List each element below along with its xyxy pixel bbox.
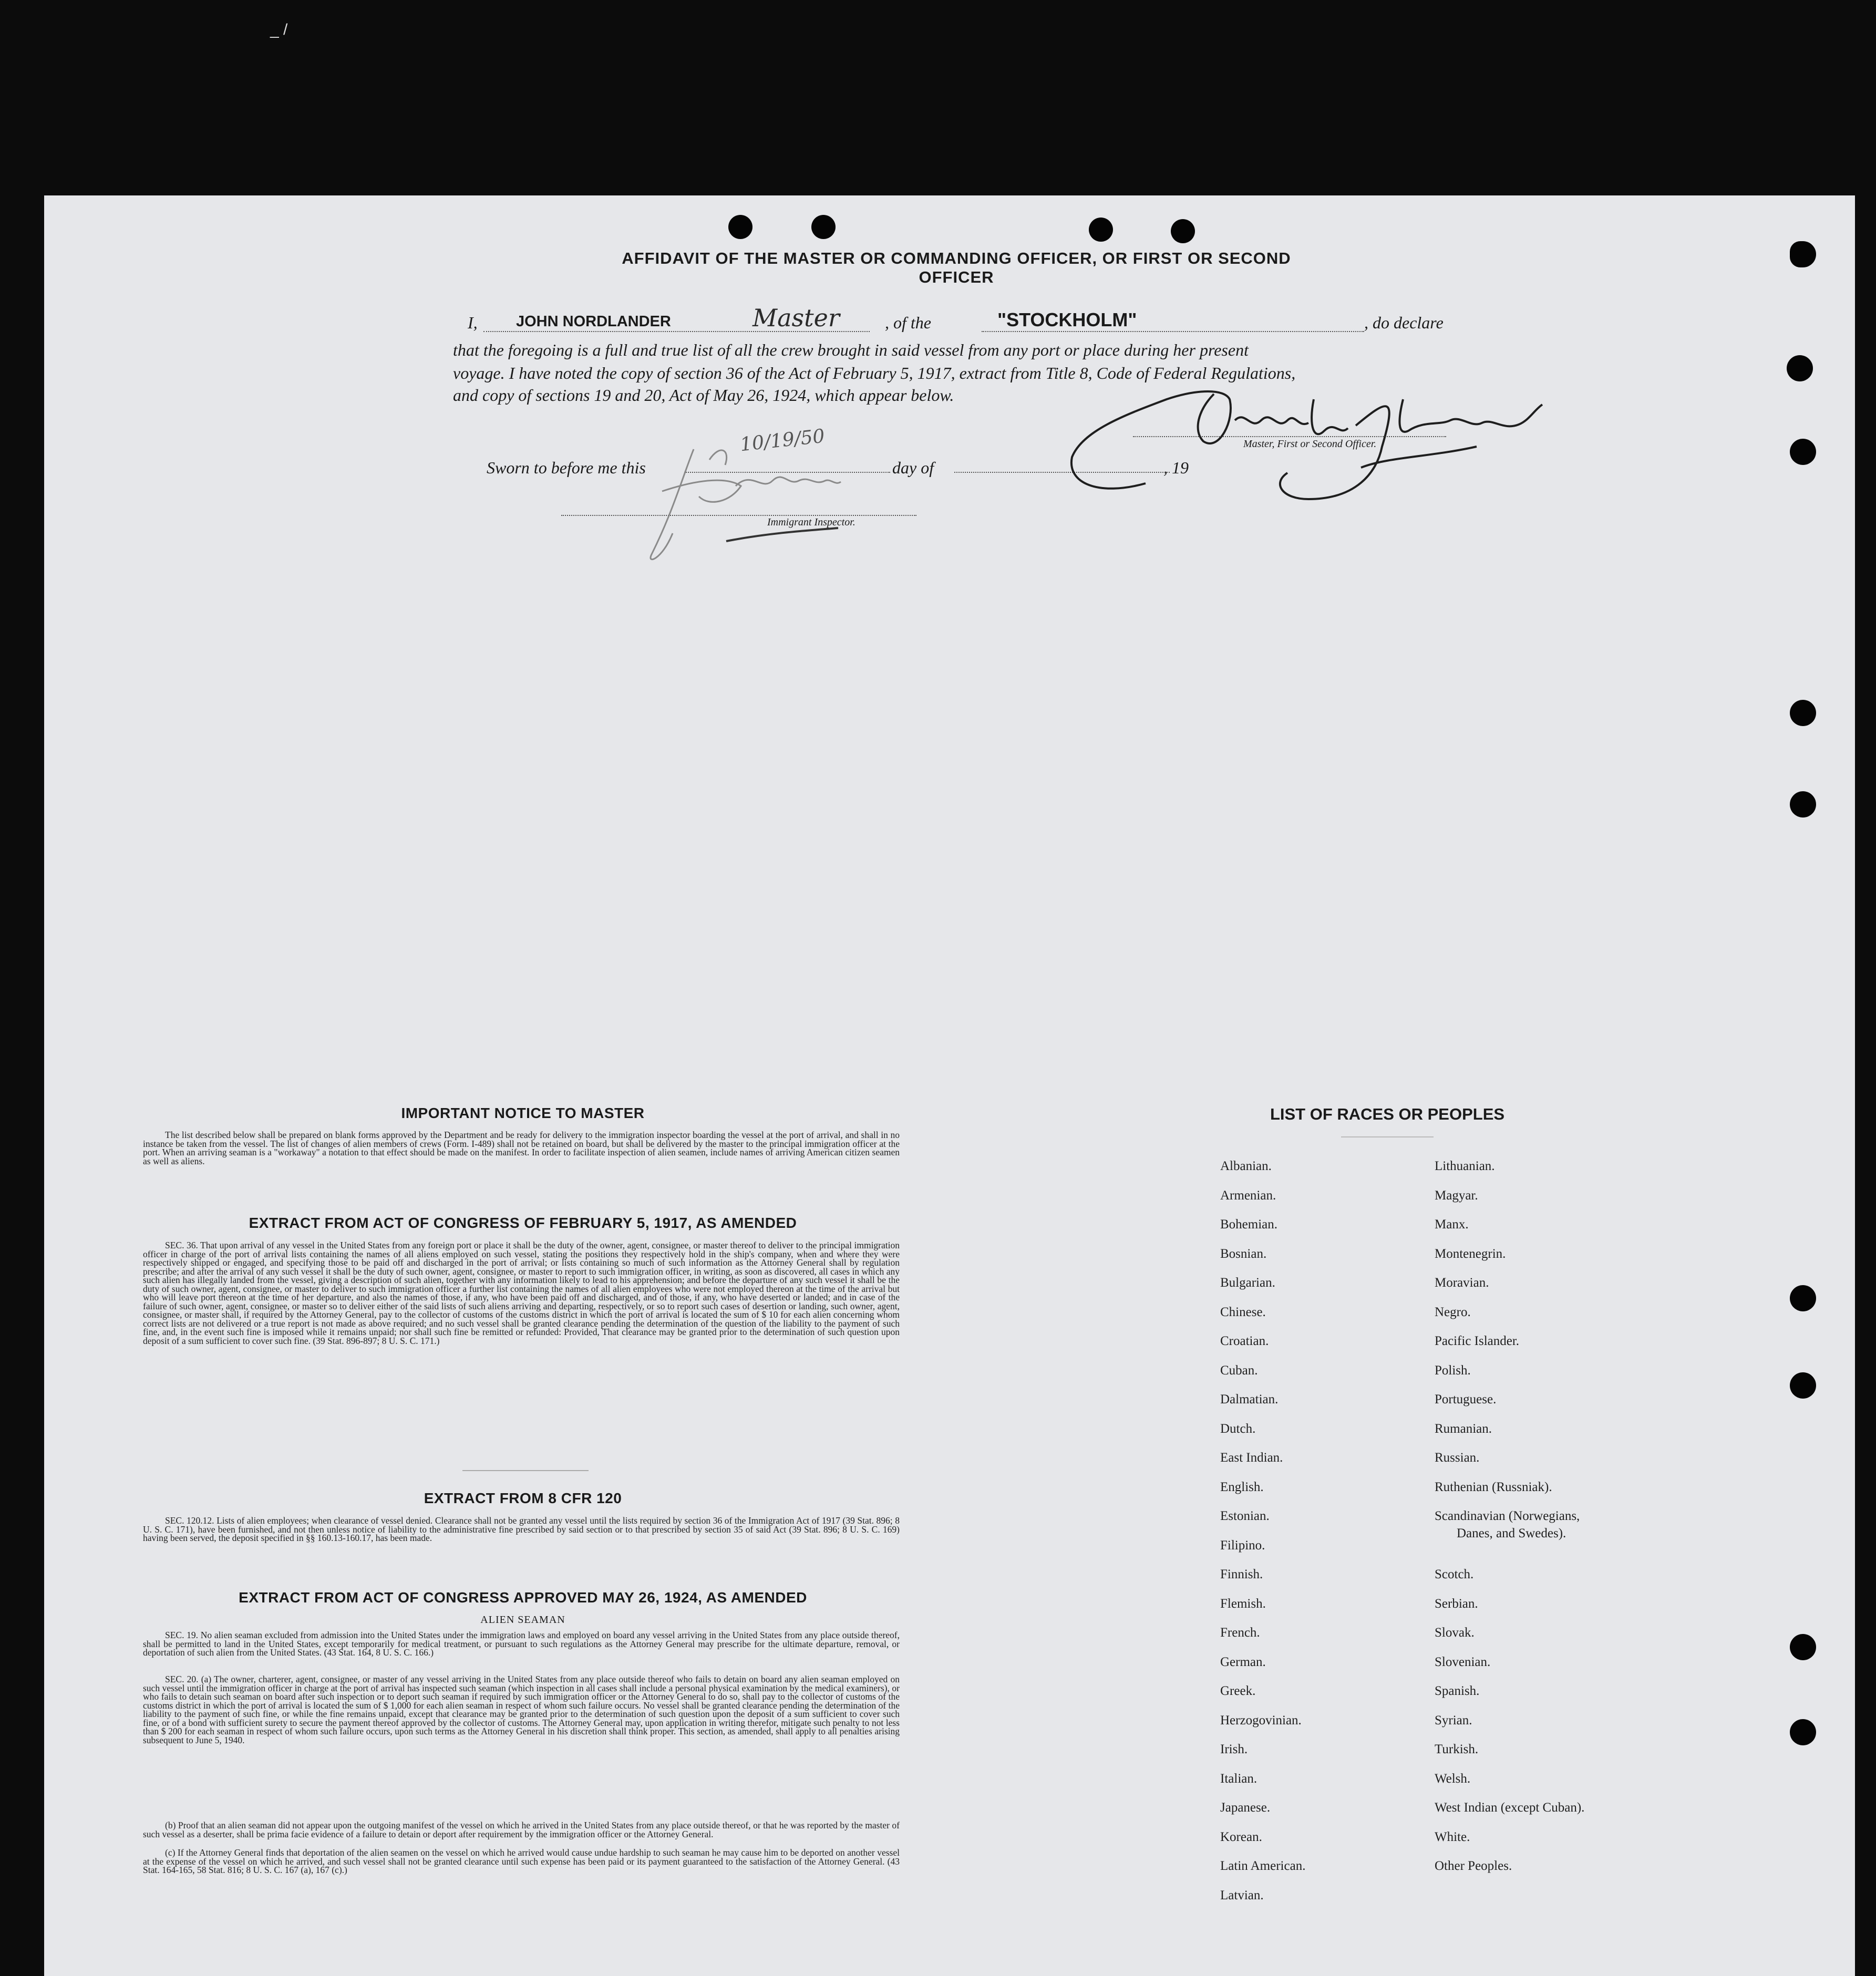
section-divider [462, 1470, 589, 1471]
punch-hole [728, 215, 753, 239]
sworn-label: Sworn to before me this [487, 458, 646, 477]
race-item: Portuguese. [1435, 1392, 1497, 1406]
race-item: Pacific Islander. [1435, 1334, 1520, 1348]
races-right-column [1435, 1158, 1676, 1894]
race-item: Serbian. [1435, 1596, 1478, 1611]
race-item: French. [1220, 1626, 1260, 1640]
race-item: East Indian. [1220, 1451, 1283, 1465]
race-item: Bosnian. [1220, 1246, 1267, 1261]
race-item: Syrian. [1435, 1713, 1472, 1727]
race-item: Slovak. [1435, 1626, 1475, 1640]
race-item: Turkish. [1435, 1742, 1479, 1756]
punch-hole [1790, 791, 1816, 818]
races-left-column [1220, 1158, 1420, 1902]
master-name: JOHN NORDLANDER [516, 313, 671, 330]
race-item: Albanian. [1220, 1159, 1272, 1173]
races-divider [1341, 1136, 1434, 1137]
punch-hole [1089, 218, 1113, 242]
race-item: Dutch. [1220, 1421, 1256, 1436]
extract-1917-text: SEC. 36. That upon arrival of any vessel in the United States from any foreign port or place it shall be the duty of the owner, agent, consignee, or master thereof to deliver to the principal immigration officer in charge of the port of arrival lists containing the names of all aliens employed on such vessel, stating the positions they respectively hold in the ship's company, when and where they were respectively shipped or engaged, and specifying those to be paid off and discharged in the port of arrival; or lists containing so much of such information as the Attorney General shall by regulation prescribe; and after the arrival of any such vessel it shall be the duty of such owner, agent, consignee, or master to report to such immigration officer, in writing, as soon as discovered, all cases in which any such alien has illegally landed from the vessel, giving a description of such alien, together with any information likely to lead to his apprehension; and before the departure of any such vessel it shall be the duty of such owner, agent, consignee, or master to deliver to such immigration officer a further list containing the names of all alien employees who were not employed thereon at the time of the arrival but who will leave port thereon at the time of her departure, and also the names of those, if any, who have been paid off and discharged, and of those, if any, who have deserted or landed; and in case of the failure of such owner, agent, consignee, or master so to deliver either of the said lists of such aliens arriving and departing, respectively, or so to report such cases of desertion or landing, such owner, agent, consignee, or master shall, if required by the Attorney General, pay to the collector of customs of the customs district in which the port of arrival is located the sum of $ 10 for each alien concerning whom correct lists are not delivered or a true report is not made as above required; and no such vessel shall be granted clearance pending the determination of the question of the liability to the payment of such fine, and, in the event such fine is imposed while it remains unpaid; nor shall such fine be remitted or refunded: Provided, That clearance may be granted prior to the determination of such question upon deposit of a sum sufficient to cover such fine. (39 Stat. 896-897; 8 U. S. C. 171.) [143, 1241, 900, 1346]
inspector-caption: Immigrant Inspector. [767, 516, 855, 528]
race-item: Ruthenian (Russniak). [1435, 1480, 1552, 1494]
punch-hole [1790, 1285, 1816, 1311]
sec19-text: SEC. 19. No alien seaman excluded from admission into the United States under the immigration laws and employed on board any vessel arriving in the United States from any place outside thereof, shall be permitted to land in the United States, except temporarily for medical treatment, or pursuant to such regulations as the Attorney General may prescribe for the ultimate departure, removal, or deportation of such alien from the United States. (43 Stat. 164, 8 U. S. C. 166.) [143, 1631, 900, 1658]
race-item: Bohemian. [1220, 1217, 1278, 1232]
race-item: Irish. [1220, 1742, 1248, 1756]
race-item: Manx. [1435, 1217, 1469, 1232]
race-item: Korean. [1220, 1829, 1262, 1844]
punch-hole [1790, 1719, 1816, 1745]
notice-title: IMPORTANT NOTICE TO MASTER [401, 1105, 645, 1121]
sec20b-text: (b) Proof that an alien seaman did not appear upon the outgoing manifest of the vessel on which he arrived in the United States from any place outside thereof, or that he was reported by the master of such vessel as a deserter, shall be prima facie evidence of a failure to detain or deport after requirement by the immigration officer or the Attorney General. [143, 1821, 900, 1839]
race-item: White. [1435, 1829, 1470, 1844]
vessel-name: "STOCKHOLM" [997, 309, 1137, 330]
extract-cfr-text: SEC. 120.12. Lists of alien employees; when clearance of vessel denied. Clearance shall not be granted any vessel until the lists required by section 36 of the Immigration Act of 1917 (39 Stat. 896; 8 U. S. C. 171), have been furnished, and not then unless notice of liability to the administrative fine prescribed by said section or to that prescribed by section 35 of said Act (39 Stat. 896; 8 U. S. C. 169) having been served, the deposit specified in §§ 160.13-160.17, has been made. [143, 1516, 900, 1543]
extract-cfr-title: EXTRACT FROM 8 CFR 120 [424, 1490, 622, 1506]
inspector-signature [631, 425, 872, 570]
declaration-line-4: and copy of sections 19 and 20, Act of May 26, 1924, which appear below. [453, 386, 954, 405]
punch-hole [1790, 1372, 1816, 1399]
race-item: Armenian. [1220, 1188, 1276, 1203]
race-item: Japanese. [1220, 1801, 1271, 1815]
race-item: Polish. [1435, 1363, 1471, 1378]
race-item: Filipino. [1220, 1538, 1265, 1553]
race-item: Scandinavian (Norwegians, [1435, 1509, 1580, 1523]
punch-hole [1790, 439, 1816, 465]
punch-hole [1790, 1634, 1816, 1660]
declaration-i-label: I, [468, 313, 478, 332]
declaration-line-3: voyage. I have noted the copy of section 36 of the Act of February 5, 1917, extract from Title 8, Code of Federal Regulations, [453, 364, 1296, 382]
race-item: Rumanian. [1435, 1421, 1492, 1436]
date-handwritten: 10/19/50 [739, 425, 826, 456]
extract-1924-title: EXTRACT FROM ACT OF CONGRESS APPROVED MAY 26, 1924, AS AMENDED [239, 1589, 807, 1606]
race-item: Magyar. [1435, 1188, 1478, 1203]
race-item: Latin American. [1220, 1859, 1306, 1873]
extract-1917-title: EXTRACT FROM ACT OF CONGRESS OF FEBRUARY 5, 1917, AS AMENDED [249, 1215, 797, 1231]
race-item: Moravian. [1435, 1276, 1489, 1290]
race-item: Flemish. [1220, 1596, 1266, 1611]
race-item: Italian. [1220, 1771, 1257, 1786]
alien-seaman-subtitle: ALIEN SEAMAN [480, 1614, 565, 1626]
race-item: Danes, and Swedes). [1457, 1526, 1566, 1540]
of-the-label: , of the [885, 313, 931, 332]
races-title: LIST OF RACES OR PEOPLES [1270, 1105, 1505, 1123]
corner-mark: _ / [270, 21, 288, 38]
race-item: Estonian. [1220, 1509, 1270, 1523]
rank-handwritten: Master [753, 304, 840, 332]
name-line [483, 331, 870, 332]
race-item: West Indian (except Cuban). [1435, 1801, 1585, 1815]
race-item: Herzogovinian. [1220, 1713, 1302, 1727]
sec20a-text: SEC. 20. (a) The owner, charterer, agent, consignee, or master of any vessel arriving in the United States from any place outside thereof who fails to detain on board any alien seaman employed on such vessel until the immigration officer in charge at the port of arrival has inspected such seaman (which inspection in all cases shall include a personal physical examination by the medical examiners), or who fails to detain such seaman on board after such inspection or to deport such seaman if required by such immigration officer or the Attorney General to do so, shall pay to the collector of customs of the customs district in which the port of arrival is located the sum of $ 1,000 for each alien seaman in respect of whom such failure occurs. No vessel shall be granted clearance pending the determination of the liability to the payment of such fine, or while the fine remains unpaid, except that clearance may be granted prior to the determination of such question upon the deposit of a sum sufficient to cover such fine, or of a bond with sufficient surety to secure the payment thereof approved by the collector of customs. The Attorney General may, upon application in writing therefor, mitigate such penalty to not less than $ 200 for each seaman in respect of whom such failure occurs, upon such terms as the Attorney General in his discretion shall think proper. This section, as amended, shall apply to all penalties arising subsequent to June 5, 1940. [143, 1675, 900, 1745]
do-declare-label: , do declare [1364, 313, 1444, 332]
race-item: Scotch. [1435, 1567, 1474, 1581]
race-item: Finnish. [1220, 1567, 1263, 1581]
race-item: Montenegrin. [1435, 1246, 1506, 1261]
race-item: Negro. [1435, 1305, 1471, 1319]
race-item: Other Peoples. [1435, 1859, 1512, 1873]
race-item: Croatian. [1220, 1334, 1269, 1348]
punch-hole [1171, 219, 1195, 243]
punch-hole [1787, 355, 1813, 381]
race-item: Spanish. [1435, 1684, 1480, 1698]
declaration-line-2: that the foregoing is a full and true list of all the crew brought in said vessel from any port or place during her present [453, 340, 1249, 359]
vessel-line [982, 331, 1364, 332]
race-item: Dalmatian. [1220, 1392, 1279, 1406]
affidavit-title: AFFIDAVIT OF THE MASTER OR COMMANDING OFFICER, OR FIRST OR SECOND OFFICER [622, 249, 1291, 286]
race-item: Bulgarian. [1220, 1276, 1275, 1290]
race-item: German. [1220, 1654, 1266, 1669]
year-label: , 19 [1163, 458, 1189, 477]
punch-hole [1790, 700, 1816, 726]
race-item: Welsh. [1435, 1771, 1471, 1786]
punch-hole [811, 215, 836, 239]
race-item: Slovenian. [1435, 1654, 1491, 1669]
race-item: Chinese. [1220, 1305, 1266, 1319]
race-item: Cuban. [1220, 1363, 1258, 1378]
master-caption: Master, First or Second Officer. [1243, 438, 1377, 450]
day-of-label: day of [892, 458, 934, 477]
race-item: Greek. [1220, 1684, 1256, 1698]
sec20c-text: (c) If the Attorney General finds that deportation of the alien seamen on the vessel on which he arrived would cause undue hardship to such seaman he may cause him to be deported on another vessel at the expense of the vessel on which he arrived, and such vessel shall not be granted clearance until such expense has been paid or its payment guaranteed to the satisfaction of the Attorney General. (43 Stat. 164-165, 58 Stat. 816; 8 U. S. C. 167 (a), 167 (c).) [143, 1848, 900, 1875]
punch-hole [1790, 241, 1816, 267]
race-item: Russian. [1435, 1451, 1480, 1465]
race-item: English. [1220, 1480, 1264, 1494]
race-item: Latvian. [1220, 1888, 1264, 1902]
notice-text: The list described below shall be prepared on blank forms approved by the Department and be ready for delivery to the immigration inspector boarding the vessel at the port of arrival, and shall in no instance be taken from the vessel. The list of changes of alien members of crews (Form. I-489) shall not be retained on board, but shall be delivered by the master to the principal immigration officer at the port. When an arriving seaman is a "workaway" a notation to that effect should be made on the manifest. In order to facilitate inspection of alien seamen, include names of arriving American citizen seamen as well as aliens. [143, 1131, 900, 1166]
race-item: Lithuanian. [1435, 1159, 1495, 1173]
